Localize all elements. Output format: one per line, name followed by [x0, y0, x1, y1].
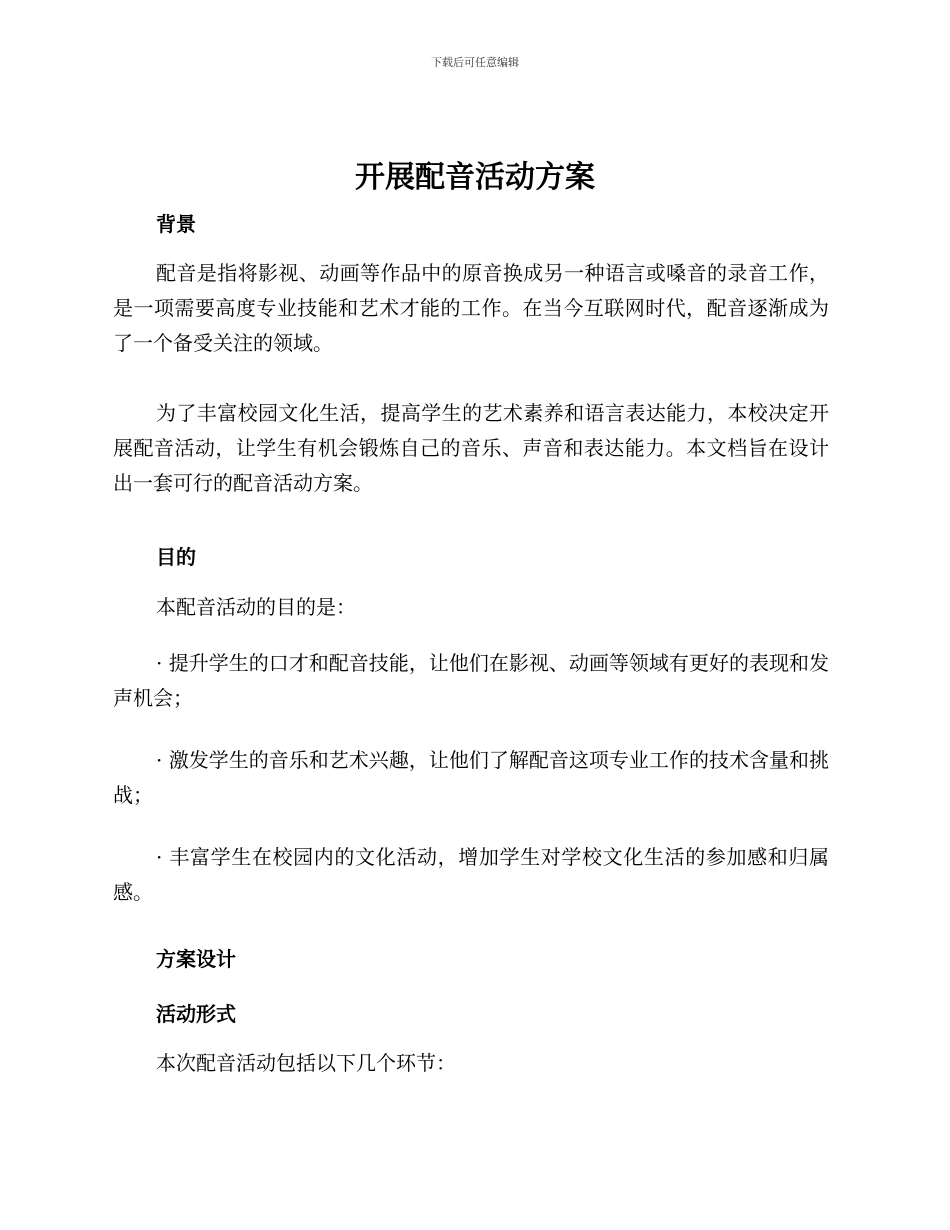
- purpose-intro: 本配音活动的目的是：: [156, 595, 356, 619]
- paragraph-background-1: 配音是指将影视、动画等作品中的原音换成另一种语言或嗓音的录音工作，是一项需要高度专业技能和艺术才能的工作。在当今互联网时代，配音逐渐成为了一个备受关注的领域。: [113, 261, 829, 355]
- section-heading-background: 背景: [156, 212, 196, 236]
- paragraph-background-2: 为了丰富校园文化生活，提高学生的艺术素养和语言表达能力，本校决定开展配音活动，让学生有机会锻炼自己的音乐、声音和表达能力。本文档旨在设计出一套可行的配音活动方案。: [113, 401, 829, 495]
- plan-intro: 本次配音活动包括以下几个环节：: [156, 1051, 456, 1075]
- page-header-note: 下载后可任意编辑: [431, 56, 519, 69]
- purpose-item-3: · 丰富学生在校园内的文化活动，增加学生对学校文化生活的参加感和归属感。: [113, 845, 829, 904]
- purpose-item-1: · 提升学生的口才和配音技能，让他们在影视、动画等领域有更好的表现和发声机会；: [113, 651, 829, 710]
- purpose-item-2: · 激发学生的音乐和艺术兴趣，让他们了解配音这项专业工作的技术含量和挑战；: [113, 748, 829, 807]
- section-heading-plan: 方案设计: [156, 947, 236, 971]
- section-heading-purpose: 目的: [156, 545, 196, 569]
- document-title: 开展配音活动方案: [355, 160, 595, 195]
- sub-heading-activity-format: 活动形式: [156, 1002, 236, 1026]
